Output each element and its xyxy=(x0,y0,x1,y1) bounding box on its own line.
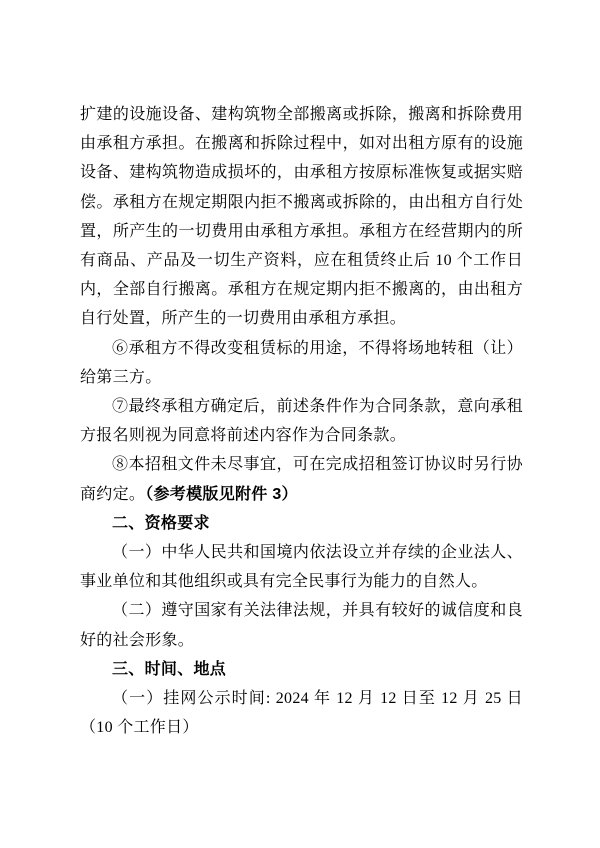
clause-7-paragraph: ⑦最终承租方确定后，前述条件作为合同条款，意向承租方报名则视为同意将前述内容作为合同条款。 xyxy=(80,398,523,445)
section-3-heading: 三、时间、地点 xyxy=(112,660,227,678)
clause-6-paragraph: ⑥承租方不得改变租赁标的用途，不得将场地转租（让）给第三方。 xyxy=(80,339,523,386)
qualification-item-1: （一）中华人民共和国境内依法设立并存续的企业法人、事业单位和其他组织或具有完全民事行为能力的自然人。 xyxy=(80,544,523,591)
section-2-heading: 二、资格要求 xyxy=(112,514,210,532)
clause-8-text: ⑧本招租文件未尽事宜，可在完成招租签订协议时另行协商约定。 xyxy=(80,456,523,503)
schedule-item-1: （一）挂网公示时间: 2024 年 12 月 12 日至 12 月 25 日（10 个工作日） xyxy=(80,690,523,737)
clause-8-paragraph xyxy=(80,450,523,508)
continuation-paragraph: 扩建的设施设备、建构筑物全部搬离或拆除，搬离和拆除费用由承租方承担。在搬离和拆除过程中，如对出租方原有的设施设备、建构筑物造成损坏的，由承租方按原标准恢复或据实赔偿。承租方在规定期限内拒不搬离或拆除的，由出租方自行处置，所产生的一切费用由承租方承担。承租方在经营期内的所有商品、产品及一切生产资料，应在租赁终止后 10 个工作日内，全部自行搬离。承租方在规定期内拒不搬离的，由出租方自行处置，所产生的一切费用由承租方承担。 xyxy=(80,106,523,328)
document-body xyxy=(80,100,523,742)
qualification-item-2: （二）遵守国家有关法律法规，并具有较好的诚信度和良好的社会形象。 xyxy=(80,602,523,649)
clause-8-attachment-note: （参考模版见附件 3） xyxy=(145,485,298,503)
